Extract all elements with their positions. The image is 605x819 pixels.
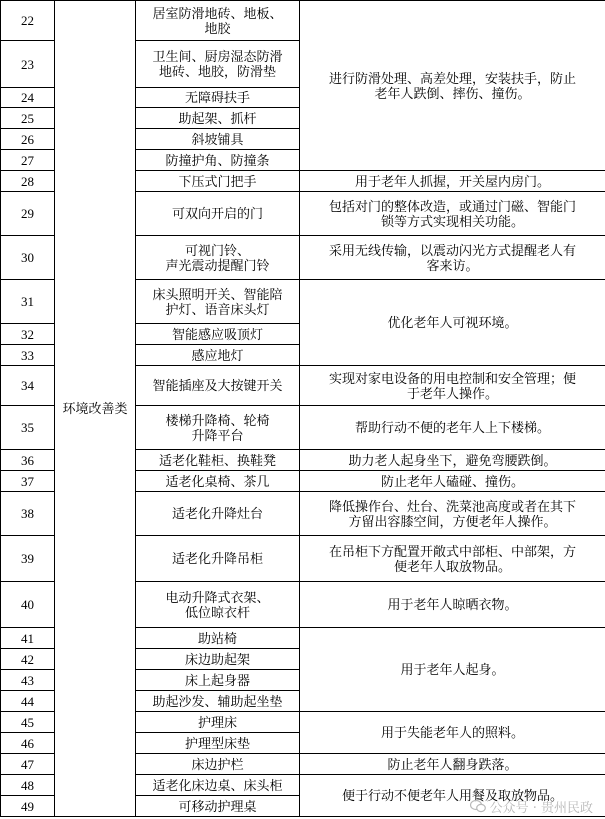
row-number: 27 <box>1 150 55 171</box>
category-cell: 环境改善类 <box>55 1 136 817</box>
item-name: 适老化鞋柜、换鞋凳 <box>136 450 300 471</box>
item-name: 助起架、抓杆 <box>136 108 300 129</box>
wechat-icon <box>470 800 486 813</box>
item-name: 适老化升降吊柜 <box>136 536 300 582</box>
row-number: 42 <box>1 649 55 670</box>
item-description: 优化老年人可视环境。 <box>300 280 605 366</box>
item-description: 助力老人起身坐下，避免弯腰跌倒。 <box>300 450 605 471</box>
row-number: 44 <box>1 691 55 712</box>
item-description: 便于行动不便老年人用餐及取放物品。 <box>300 775 605 817</box>
item-name: 电动升降式衣架、 低位晾衣杆 <box>136 582 300 628</box>
row-number: 39 <box>1 536 55 582</box>
row-number: 35 <box>1 406 55 450</box>
row-number: 47 <box>1 754 55 775</box>
row-number: 34 <box>1 366 55 406</box>
item-name: 可双向开启的门 <box>136 192 300 236</box>
item-description: 在吊柜下方配置开敞式中部柜、中部架，方 便老年人取放物品。 <box>300 536 605 582</box>
item-description: 降低操作台、灶台、洗菜池高度或者在其下 方留出容膝空间，方便老年人操作。 <box>300 492 605 536</box>
item-name: 床头照明开关、智能陪 护灯、语音床头灯 <box>136 280 300 324</box>
item-name: 下压式门把手 <box>136 171 300 192</box>
item-description: 用于老年人起身。 <box>300 628 605 712</box>
row-number: 30 <box>1 236 55 280</box>
row-number: 31 <box>1 280 55 324</box>
item-name: 床边助起架 <box>136 649 300 670</box>
row-number: 29 <box>1 192 55 236</box>
item-description: 用于失能老年人的照料。 <box>300 712 605 754</box>
row-number: 38 <box>1 492 55 536</box>
item-description: 采用无线传输，以震动闪光方式提醒老人有 客来访。 <box>300 236 605 280</box>
item-name: 楼梯升降椅、轮椅 升降平台 <box>136 406 300 450</box>
table-row <box>1 1 605 41</box>
item-name: 助起沙发、辅助起坐垫 <box>136 691 300 712</box>
row-number: 46 <box>1 733 55 754</box>
item-name: 床边护栏 <box>136 754 300 775</box>
item-description: 进行防滑处理、高差处理，安装扶手，防止 老年人跌倒、摔伤、撞伤。 <box>300 1 605 171</box>
item-description: 用于老年人抓握，开关屋内房门。 <box>300 171 605 192</box>
item-name: 感应地灯 <box>136 345 300 366</box>
row-number: 37 <box>1 471 55 492</box>
item-name: 护理型床垫 <box>136 733 300 754</box>
row-number: 24 <box>1 88 55 108</box>
item-description: 防止老年人磕碰、撞伤。 <box>300 471 605 492</box>
row-number: 41 <box>1 628 55 649</box>
watermark <box>470 797 593 816</box>
item-name: 智能插座及大按键开关 <box>136 366 300 406</box>
row-number: 26 <box>1 129 55 150</box>
row-number: 25 <box>1 108 55 129</box>
item-name: 适老化桌椅、茶几 <box>136 471 300 492</box>
item-name: 床上起身器 <box>136 670 300 691</box>
row-number: 43 <box>1 670 55 691</box>
row-number: 45 <box>1 712 55 733</box>
row-number: 28 <box>1 171 55 192</box>
item-description: 用于老年人晾晒衣物。 <box>300 582 605 628</box>
item-name: 智能感应吸顶灯 <box>136 324 300 345</box>
row-number: 40 <box>1 582 55 628</box>
row-number: 36 <box>1 450 55 471</box>
item-name: 适老化升降灶台 <box>136 492 300 536</box>
watermark-text: 公众号 · 贵州民政 <box>489 801 593 816</box>
item-description: 实现对家电设备的用电控制和安全管理；便 于老年人操作。 <box>300 366 605 406</box>
item-name: 卫生间、厨房湿态防滑 地砖、地胶，防滑垫 <box>136 41 300 88</box>
row-number: 49 <box>1 796 55 817</box>
item-name: 适老化床边桌、床头柜 <box>136 775 300 796</box>
item-description: 帮助行动不便的老年人上下楼梯。 <box>300 406 605 450</box>
item-name: 无障碍扶手 <box>136 88 300 108</box>
item-description: 包括对门的整体改造，或通过门磁、智能门 锁等方式实现相关功能。 <box>300 192 605 236</box>
item-name: 护理床 <box>136 712 300 733</box>
item-description: 防止老年人翻身跌落。 <box>300 754 605 775</box>
item-name: 居室防滑地砖、地板、 地胶 <box>136 1 300 41</box>
row-number: 22 <box>1 1 55 41</box>
item-name: 助站椅 <box>136 628 300 649</box>
item-name: 防撞护角、防撞条 <box>136 150 300 171</box>
item-name: 斜坡铺具 <box>136 129 300 150</box>
row-number: 23 <box>1 41 55 88</box>
item-name: 可视门铃、 声光震动提醒门铃 <box>136 236 300 280</box>
row-number: 32 <box>1 324 55 345</box>
row-number: 48 <box>1 775 55 796</box>
row-number: 33 <box>1 345 55 366</box>
item-name: 可移动护理桌 <box>136 796 300 817</box>
